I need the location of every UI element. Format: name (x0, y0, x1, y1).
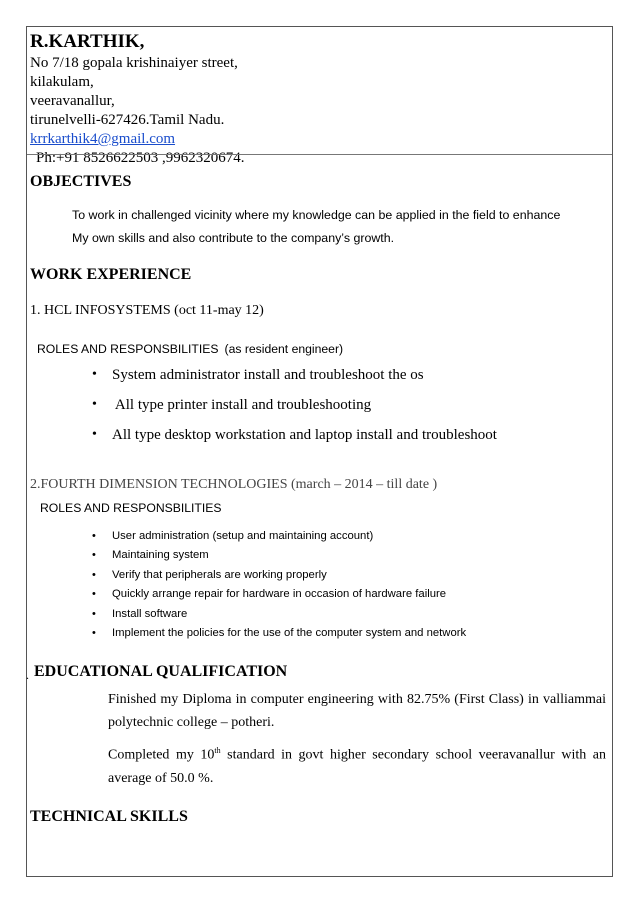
email-link[interactable]: krrkarthik4@gmail.com (30, 131, 176, 147)
duty-text: Quickly arrange repair for hardware in occasion of hardware failure (112, 588, 447, 601)
job-1-roles-label (37, 341, 343, 357)
duty-text: Maintaining system (112, 549, 209, 562)
duty-text: Install software (112, 607, 188, 620)
education-entry-school (108, 739, 606, 790)
list-item (92, 586, 466, 605)
edu-text-part: standard in govt higher secondary school veeravanallur with an average of 50.0 %. (108, 747, 607, 786)
objectives-line: To work in challenged vicinity where my knowledge can be applied in the field to enhance (72, 208, 561, 222)
duty-text: Verify that peripherals are working properly (112, 568, 327, 581)
list-item (92, 395, 497, 425)
duty-text: All type printer install and troubleshooting (112, 397, 372, 413)
roles-note: (as resident engineer) (224, 342, 344, 356)
objectives-text (72, 204, 602, 250)
job-1-duties-list (92, 365, 497, 455)
phone-numbers: Ph:+91 8526622503 ,9962320674. (36, 150, 245, 166)
duty-text: User administration (setup and maintaining account) (112, 530, 374, 542)
bullet-icon: • (92, 568, 96, 581)
bullet-icon: • (92, 367, 97, 382)
duty-text: All type desktop workstation and laptop install and troubleshoot (112, 427, 497, 443)
candidate-name: R.KARTHIK, (30, 31, 145, 52)
duty-text: System administrator install and troubleshoot the os (112, 367, 424, 383)
address-line: No 7/18 gopala krishinaiyer street, (30, 55, 238, 71)
duty-text: Implement the policies for the use of the computer system and network (112, 626, 467, 639)
work-experience-heading: WORK EXPERIENCE (30, 266, 192, 283)
bullet-icon: • (92, 549, 96, 562)
bullet-icon: • (92, 588, 96, 601)
bullet-icon: • (92, 530, 96, 542)
bullet-icon: • (92, 397, 97, 412)
address-line: kilakulam, (30, 74, 94, 90)
list-item (92, 528, 466, 547)
list-item (92, 365, 497, 395)
list-item (92, 425, 497, 455)
job-2-title: 2.FOURTH DIMENSION TECHNOLOGIES (march – 2014 – till date ) (30, 477, 438, 492)
list-item (92, 606, 466, 625)
objectives-heading: OBJECTIVES (30, 173, 132, 190)
objectives-line: My own skills and also contribute to the company’s growth. (72, 231, 395, 245)
technical-skills-heading: TECHNICAL SKILLS (30, 808, 188, 825)
job-2-duties-list (92, 528, 466, 644)
list-item (92, 625, 466, 644)
edu-prefix-dot: . (26, 668, 29, 682)
bullet-icon: • (92, 607, 96, 620)
roles-label-text: ROLES AND RESPONSBILITIES (37, 342, 219, 356)
address-line: tirunelvelli-627426.Tamil Nadu. (30, 112, 225, 128)
bullet-icon: • (92, 427, 97, 442)
education-entry-diploma: Finished my Diploma in computer engineering with 82.75% (First Class) in valliammai polytechnic college – potheri. (108, 692, 606, 730)
education-heading: EDUCATIONAL QUALIFICATION (34, 663, 288, 680)
contact-block (30, 30, 590, 168)
address-line: veeravanallur, (30, 93, 115, 109)
list-item (92, 547, 466, 566)
edu-text-part: Completed my 10 (108, 747, 215, 763)
header-divider (27, 154, 612, 155)
ordinal-suffix: th (214, 746, 221, 755)
bullet-icon: • (92, 626, 96, 639)
list-item (92, 567, 466, 586)
job-2-roles-label: ROLES AND RESPONSBILITIES (40, 501, 222, 515)
job-1-title: 1. HCL INFOSYSTEMS (oct 11-may 12) (30, 303, 264, 318)
